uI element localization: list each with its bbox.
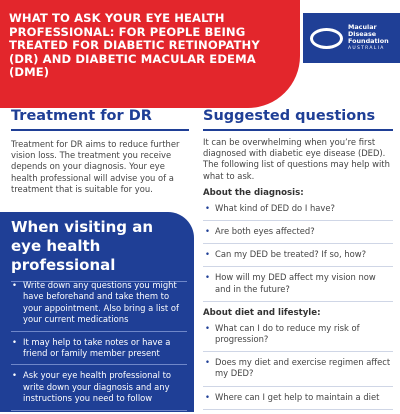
diagnosis-subheading: About the diagnosis: bbox=[203, 187, 304, 198]
logo-line-3: Foundation bbox=[348, 37, 389, 45]
header-banner bbox=[0, 0, 300, 108]
diet-subheading: About diet and lifestyle: bbox=[203, 307, 321, 318]
logo-text bbox=[348, 24, 389, 53]
treatment-section bbox=[11, 108, 189, 195]
logo-line-2: Disease bbox=[348, 29, 377, 38]
visiting-heading: When visiting an eye health professional bbox=[11, 218, 187, 282]
logo-line-1: Macular bbox=[348, 22, 377, 31]
diet-list bbox=[203, 318, 393, 410]
treatment-body: Treatment for DR aims to reduce further vision loss. The treatment you receive depends on your diagnosis. Your eye health professional will advise you of a treatment that is suitable for you. bbox=[11, 139, 180, 194]
eye-ring-icon bbox=[310, 28, 343, 49]
list-item: • Can my DED be treated? If so, how? bbox=[203, 244, 393, 267]
list-item: • Where can I get help to maintain a diet bbox=[203, 387, 393, 410]
list-item: • Ask your eye health professional to write down your diagnosis and any instructions you need to follow bbox=[11, 368, 187, 410]
foundation-logo bbox=[303, 13, 400, 63]
treatment-heading: Treatment for DR bbox=[11, 108, 189, 131]
list-item: • It may help to take notes or have a friend or family member present bbox=[11, 335, 187, 366]
list-item: • Are both eyes affected? bbox=[203, 221, 393, 244]
visiting-list bbox=[11, 278, 187, 414]
questions-section bbox=[203, 108, 393, 410]
questions-intro: It can be overwhelming when you’re first diagnosed with diabetic eye disease (DED). The following list of questions may help with what to ask. bbox=[203, 137, 390, 181]
list-item: • What kind of DED do I have? bbox=[203, 198, 393, 221]
questions-heading: Suggested questions bbox=[203, 108, 393, 131]
list-item: • How will my DED affect my vision now and in the future? bbox=[203, 267, 393, 301]
list-item: • Does my diet and exercise regimen affect my DED? bbox=[203, 352, 393, 386]
diagnosis-list bbox=[203, 198, 393, 302]
list-item: • What can I do to reduce my risk of progression? bbox=[203, 318, 393, 352]
list-item: • Write down any questions you might have beforehand and take them to your appointment. Also bring a list of your current medications bbox=[11, 278, 187, 332]
logo-country: AUSTRALIA bbox=[348, 46, 385, 52]
visiting-panel bbox=[0, 212, 194, 412]
document-title: WHAT TO ASK YOUR EYE HEALTH PROFESSIONAL: FOR PEOPLE BEING TREATED FOR DIABETIC RETINOPATHY (DR) AND DIABETIC MACULAR EDEMA (DME) bbox=[9, 11, 260, 79]
